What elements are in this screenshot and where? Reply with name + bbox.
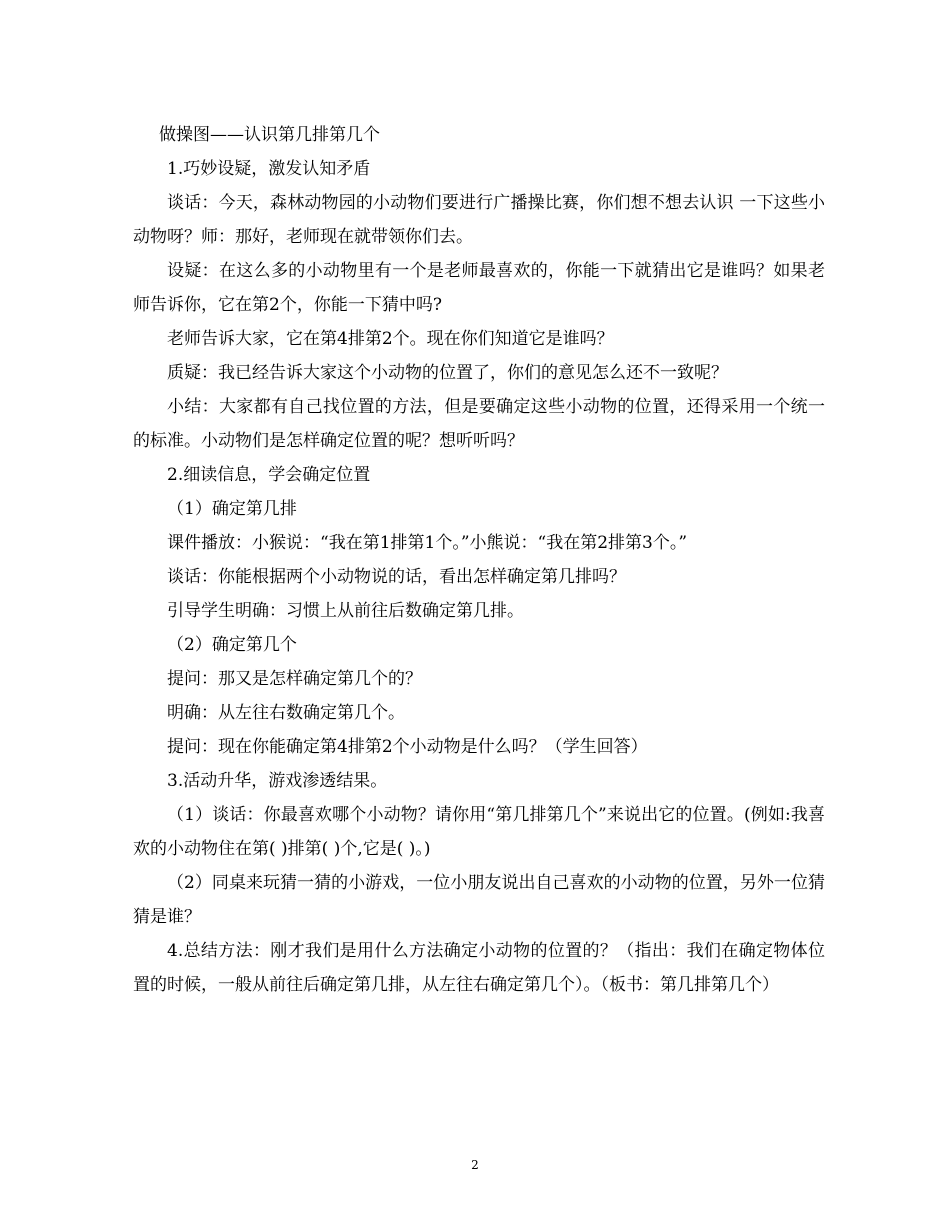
paragraph: 引导学生明确：习惯上从前往后数确定第几排。 [167,601,524,621]
paragraph: 明确：从左往右数确定第几个。 [167,703,405,723]
page-number: 2 [471,1158,479,1172]
paragraph: 提问：现在你能确定第4排第2个小动物是什么吗？（学生回答） [167,737,648,757]
document-body [133,118,825,1002]
paragraph: 质疑：我已经告诉大家这个小动物的位置了，你们的意见怎么还不一致呢？ [167,363,728,383]
paragraph: 谈话：今天，森林动物园的小动物们要进行广播操比赛，你们想不想去认识 一下这些小动物呀？师：那好，老师现在就带领你们去。 [133,193,825,247]
paragraph: （1）谈话：你最喜欢哪个小动物？请你用“第几排第几个”来说出它的位置。(例如:我喜欢的小动物住在第( )排第( )个,它是( )。) [133,805,825,859]
paragraph: 提问：那又是怎样确定第几个的？ [167,669,422,689]
paragraph: （1）确定第几排 [167,499,297,519]
paragraph: 1.巧妙设疑，激发认知矛盾 [167,159,371,179]
section-title: 做操图——认识第几排第几个 [159,125,380,145]
paragraph: 2.细读信息，学会确定位置 [167,465,371,485]
paragraph: 设疑：在这么多的小动物里有一个是老师最喜欢的，你能一下就猜出它是谁吗？如果老师告诉你，它在第2个，你能一下猜中吗? [133,261,825,315]
paragraph: 谈话：你能根据两个小动物说的话，看出怎样确定第几排吗？ [167,567,626,587]
paragraph: 小结：大家都有自己找位置的方法，但是要确定这些小动物的位置，还得采用一个统一的标准。小动物们是怎样确定位置的呢？想听听吗？ [133,397,825,451]
paragraph: （2）确定第几个 [167,635,297,655]
paragraph: 老师告诉大家，它在第4排第2个。现在你们知道它是谁吗？ [167,329,614,349]
paragraph: （2）同桌来玩猜一猜的小游戏，一位小朋友说出自己喜欢的小动物的位置，另外一位猜猜是谁？ [133,873,825,927]
paragraph: 4.总结方法：刚才我们是用什么方法确定小动物的位置的？（指出：我们在确定物体位置的时候，一般从前往后确定第几排，从左往右确定第几个）。（板书：第几排第几个） [133,941,825,995]
paragraph: 3.活动升华，游戏渗透结果。 [167,771,388,791]
paragraph: 课件播放：小猴说：“我在第1排第1个。”小熊说：“我在第2排第3个。” [167,533,688,553]
